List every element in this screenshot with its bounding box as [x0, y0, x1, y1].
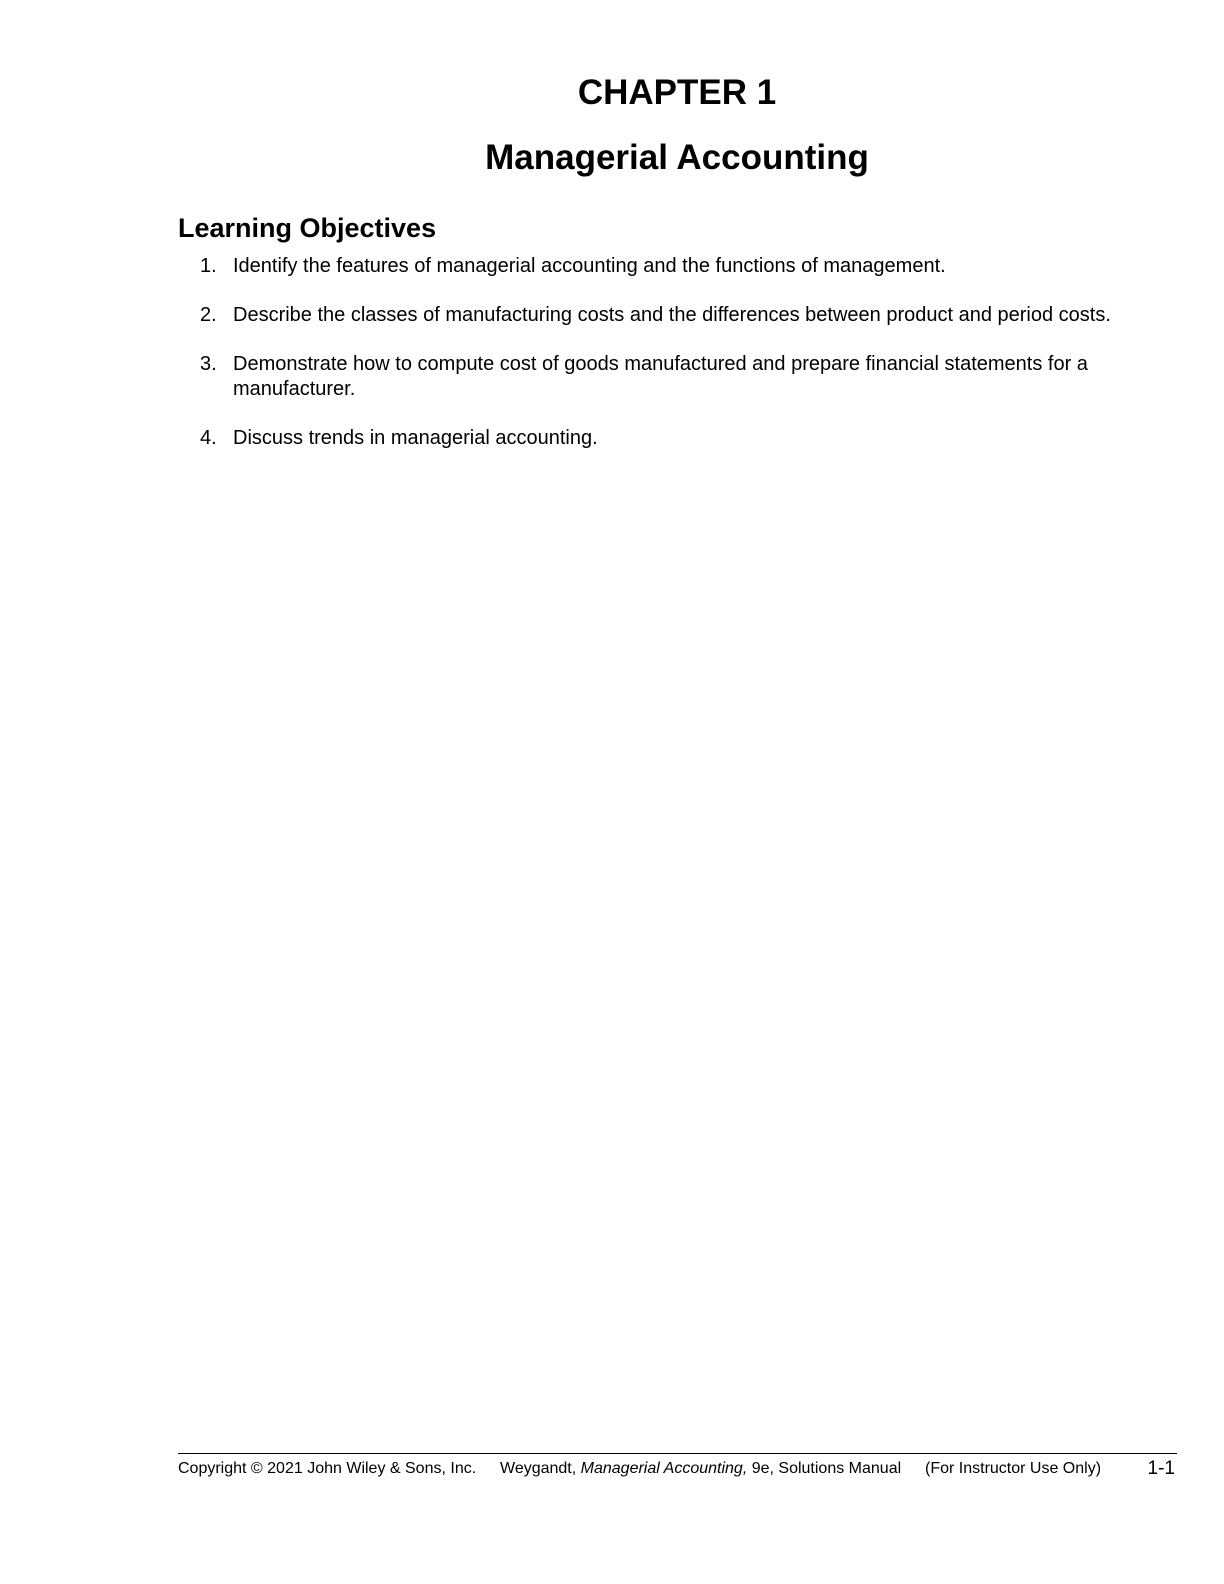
- objective-number: 3.: [200, 353, 217, 375]
- footer-book-title: Managerial Accounting,: [580, 1460, 748, 1477]
- objective-item: [178, 426, 1178, 451]
- footer-citation: [500, 1459, 901, 1479]
- footer-copyright: Copyright © 2021 John Wiley & Sons, Inc.: [178, 1460, 477, 1477]
- chapter-title: Managerial Accounting: [485, 138, 869, 177]
- page-number: 1-1: [1147, 1458, 1175, 1479]
- learning-objectives-list: [178, 254, 1178, 475]
- learning-objectives-heading: Learning Objectives: [178, 213, 437, 243]
- objective-text: Discuss trends in managerial accounting.: [233, 427, 598, 449]
- objective-text: Identify the features of managerial accounting and the functions of management.: [233, 255, 946, 277]
- objective-item: [178, 303, 1178, 328]
- chapter-number: CHAPTER 1: [577, 73, 777, 112]
- objective-item: [178, 352, 1178, 402]
- footer-author: Weygandt,: [500, 1460, 581, 1477]
- objective-item: [178, 254, 1178, 279]
- footer-usage-note: (For Instructor Use Only): [925, 1460, 1102, 1477]
- footer-edition: 9e, Solutions Manual: [747, 1460, 902, 1477]
- footer-divider: [178, 1453, 1177, 1454]
- objective-text: Demonstrate how to compute cost of goods manufactured and prepare financial statements for a manufacturer.: [233, 353, 1088, 400]
- objective-number: 1.: [200, 255, 217, 277]
- objective-number: 2.: [200, 304, 217, 326]
- objective-number: 4.: [200, 427, 217, 449]
- objective-text: Describe the classes of manufacturing costs and the differences between product and period costs.: [233, 304, 1111, 326]
